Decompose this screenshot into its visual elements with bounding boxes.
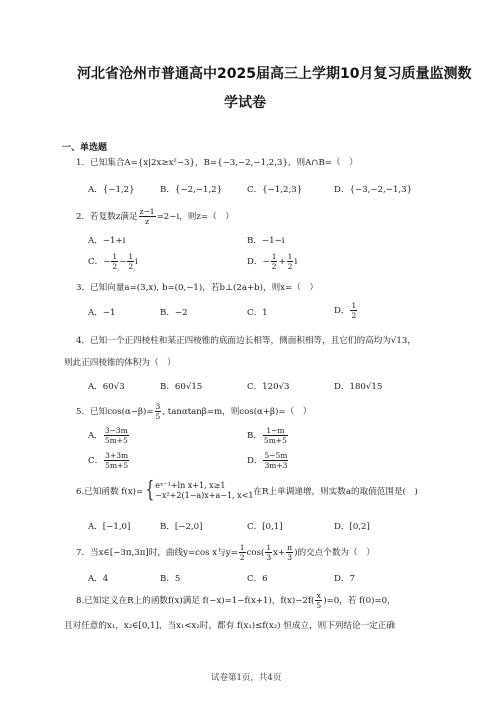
q7-mid: cos( <box>246 548 265 558</box>
question-4-line2: 则此正四棱锥的体积为（ ） <box>64 358 176 368</box>
q7-mid2: x+ <box>273 548 286 558</box>
q5-option-a <box>88 426 130 445</box>
q2-option-d-label: D．− <box>247 257 270 267</box>
q6-option-b: B．[−2,0] <box>160 522 203 532</box>
q3-option-d-label: D． <box>334 306 350 316</box>
q7-option-b: B．5 <box>160 574 181 584</box>
q5-fraction <box>155 402 162 421</box>
q5-d-label: D． <box>247 456 263 466</box>
q3-option-b: B．−2 <box>160 308 188 318</box>
question-7-stem <box>76 543 375 562</box>
q7-option-d: D．7 <box>334 574 355 584</box>
q7-frac3 <box>286 543 293 562</box>
q6-case-2: −x²+2(1−a)x+a−1, x<1 <box>155 491 254 500</box>
question-6-stem <box>76 480 418 502</box>
q7-f2-den: 3 <box>266 553 272 562</box>
q2-option-b: B．−1−i <box>247 236 285 246</box>
q8-f-num: x <box>316 591 321 600</box>
q7-frac2 <box>265 543 272 562</box>
q8-stem-pre: 8.已知定义在R上的函数f(x)满足 f(−x)=1−f(x+1)，f(x)−2f( <box>76 596 315 606</box>
q7-option-a: A．4 <box>88 574 109 584</box>
doc-title-line1: 河北省沧州市普通高中2025届高三上学期10月复习质量监测数 <box>77 66 472 82</box>
question-2-stem <box>76 207 234 226</box>
q2-d-frac2-num: 1 <box>287 252 293 261</box>
q4-option-c: C．120√3 <box>247 382 290 392</box>
q3-d-den: 2 <box>351 311 357 320</box>
q1-option-b: B．{−2,−1,2} <box>160 185 223 195</box>
q5-frac-num: 3 <box>155 402 161 411</box>
q7-f3-den: 3 <box>287 553 293 562</box>
q2-c-frac2-num: 1 <box>128 252 134 261</box>
q2-c-frac2 <box>127 252 134 271</box>
question-1-stem: 1．已知集合A={x|2x≥x²−3}，B={−3,−2,−1,2,3}，则A∩B=（ ） <box>76 158 358 168</box>
doc-title-line2: 学试卷 <box>224 95 266 111</box>
piecewise-brace: { <box>146 478 155 503</box>
q6-option-a: A．[−1,0] <box>88 522 131 532</box>
page-footer: 试卷第1页，共4页 <box>211 673 282 683</box>
q3-option-d <box>334 301 358 320</box>
question-8-line1 <box>76 591 396 610</box>
section-heading: 一、单选题 <box>62 143 108 153</box>
q6-stem-post: 在R上单调递增，则实数a的取值范围是( ) <box>253 487 418 497</box>
q5-b-den: 5m+5 <box>263 436 287 445</box>
q2-c-frac1-den: 2 <box>112 262 118 271</box>
q2-frac-num: z−1 <box>139 207 155 216</box>
q5-option-c <box>88 451 130 470</box>
q2-option-d <box>247 252 297 271</box>
q2-option-c-label: C．− <box>88 257 111 267</box>
q2-stem-post: =2−i，则z=（ ） <box>156 212 234 222</box>
q2-c-mid: − <box>119 257 127 267</box>
q4-option-a: A．60√3 <box>88 382 125 392</box>
q3-d-num: 1 <box>351 301 357 310</box>
q2-d-frac2-den: 2 <box>287 262 293 271</box>
question-4-line1: 4．已知一个正四棱柱和某正四棱锥的底面边长相等，侧面积相等，且它们的高均为√13， <box>76 336 416 346</box>
q6-case-1: eˣ⁻¹+ln x+1, x≥1 <box>155 481 226 490</box>
q3-option-a: A．−1 <box>88 308 116 318</box>
q7-frac1 <box>239 543 246 562</box>
q1-option-c: C．{−1,2,3} <box>247 185 303 195</box>
question-8-line2: 且对任意的x₁，x₂∈[0,1]，当x₁<x₂时，都有 f(x₁)≤f(x₂) 恒成立，则下列结论一定正确 <box>64 621 395 631</box>
question-5-stem <box>76 402 311 421</box>
q2-fraction <box>139 207 156 226</box>
q5-c-den: 5m+5 <box>105 461 129 470</box>
q1-option-d: D．{−3,−2,−1,3} <box>334 185 413 195</box>
q2-d-mid: + <box>278 257 286 267</box>
q2-d-frac2 <box>287 252 294 271</box>
q4-option-d: D．180√15 <box>334 382 383 392</box>
q2-c-frac1-num: 1 <box>112 252 118 261</box>
q5-b-frac <box>263 426 288 445</box>
q2-option-c <box>88 252 138 271</box>
q5-d-den: 3m+3 <box>264 461 288 470</box>
q2-d-tail: i <box>294 257 298 267</box>
q2-c-frac2-den: 2 <box>128 262 134 271</box>
q5-a-den: 5m+5 <box>104 436 128 445</box>
q5-c-frac <box>104 451 129 470</box>
q5-option-d <box>247 451 289 470</box>
q5-d-num: 5−5m <box>264 451 288 460</box>
q7-option-c: C．6 <box>247 574 268 584</box>
q5-c-label: C． <box>88 456 104 466</box>
q8-f-den: 5 <box>316 601 322 610</box>
q5-a-num: 3−3m <box>104 426 128 435</box>
piecewise-cases <box>155 481 253 501</box>
q2-stem-pre: 2．若复数z满足 <box>76 212 138 222</box>
q6-stem-pre: 6.已知函数 f(x)= <box>76 487 144 497</box>
q5-d-frac <box>263 451 288 470</box>
q2-d-frac1 <box>271 252 278 271</box>
q2-d-frac1-num: 1 <box>271 252 277 261</box>
q5-a-label: A． <box>88 431 103 441</box>
q2-frac-den: z <box>145 217 150 226</box>
q5-a-frac <box>104 426 129 445</box>
q2-option-a: A．−1+i <box>88 236 126 246</box>
q6-option-c: C．[0,1] <box>247 522 283 532</box>
q5-c-num: 3+3m <box>105 451 129 460</box>
q7-f3-num: π <box>287 543 293 552</box>
q1-option-a: A．{−1,2} <box>88 185 135 195</box>
q7-stem-pre: 7．当x∈[−3π,3π]时，曲线y=cos x与y= <box>76 548 238 558</box>
q5-frac-den: 5 <box>155 412 161 421</box>
q7-f1-den: 2 <box>239 553 245 562</box>
q5-stem-pre: 5．已知cos(α−β)= <box>76 407 154 417</box>
q5-b-num: 1−m <box>263 426 288 436</box>
q8-frac <box>315 591 322 610</box>
q8-stem-post: )=0，若 f(0)=0， <box>323 596 396 606</box>
q6-option-d: D．[0,2] <box>334 522 370 532</box>
q7-f2-num: 1 <box>266 543 272 552</box>
q5-b-label: B． <box>247 431 262 441</box>
q2-d-frac1-den: 2 <box>271 262 277 271</box>
q5-option-b <box>247 426 289 445</box>
q7-stem-post: )的交点个数为（ ） <box>294 548 375 558</box>
q5-stem-post: , tanαtanβ=m，则cos(α+β)=（ ） <box>162 407 312 417</box>
q2-c-tail: i <box>135 257 138 267</box>
q3-option-c: C．1 <box>247 308 268 318</box>
q7-f1-num: 1 <box>239 543 245 552</box>
q2-c-frac1 <box>111 252 118 271</box>
q3-d-frac <box>350 301 357 320</box>
q4-option-b: B．60√15 <box>160 382 203 392</box>
question-3-stem: 3．已知向量a=(3,x), b=(0,−1)，若b⊥(2a+b)，则x=（ ） <box>76 283 319 293</box>
